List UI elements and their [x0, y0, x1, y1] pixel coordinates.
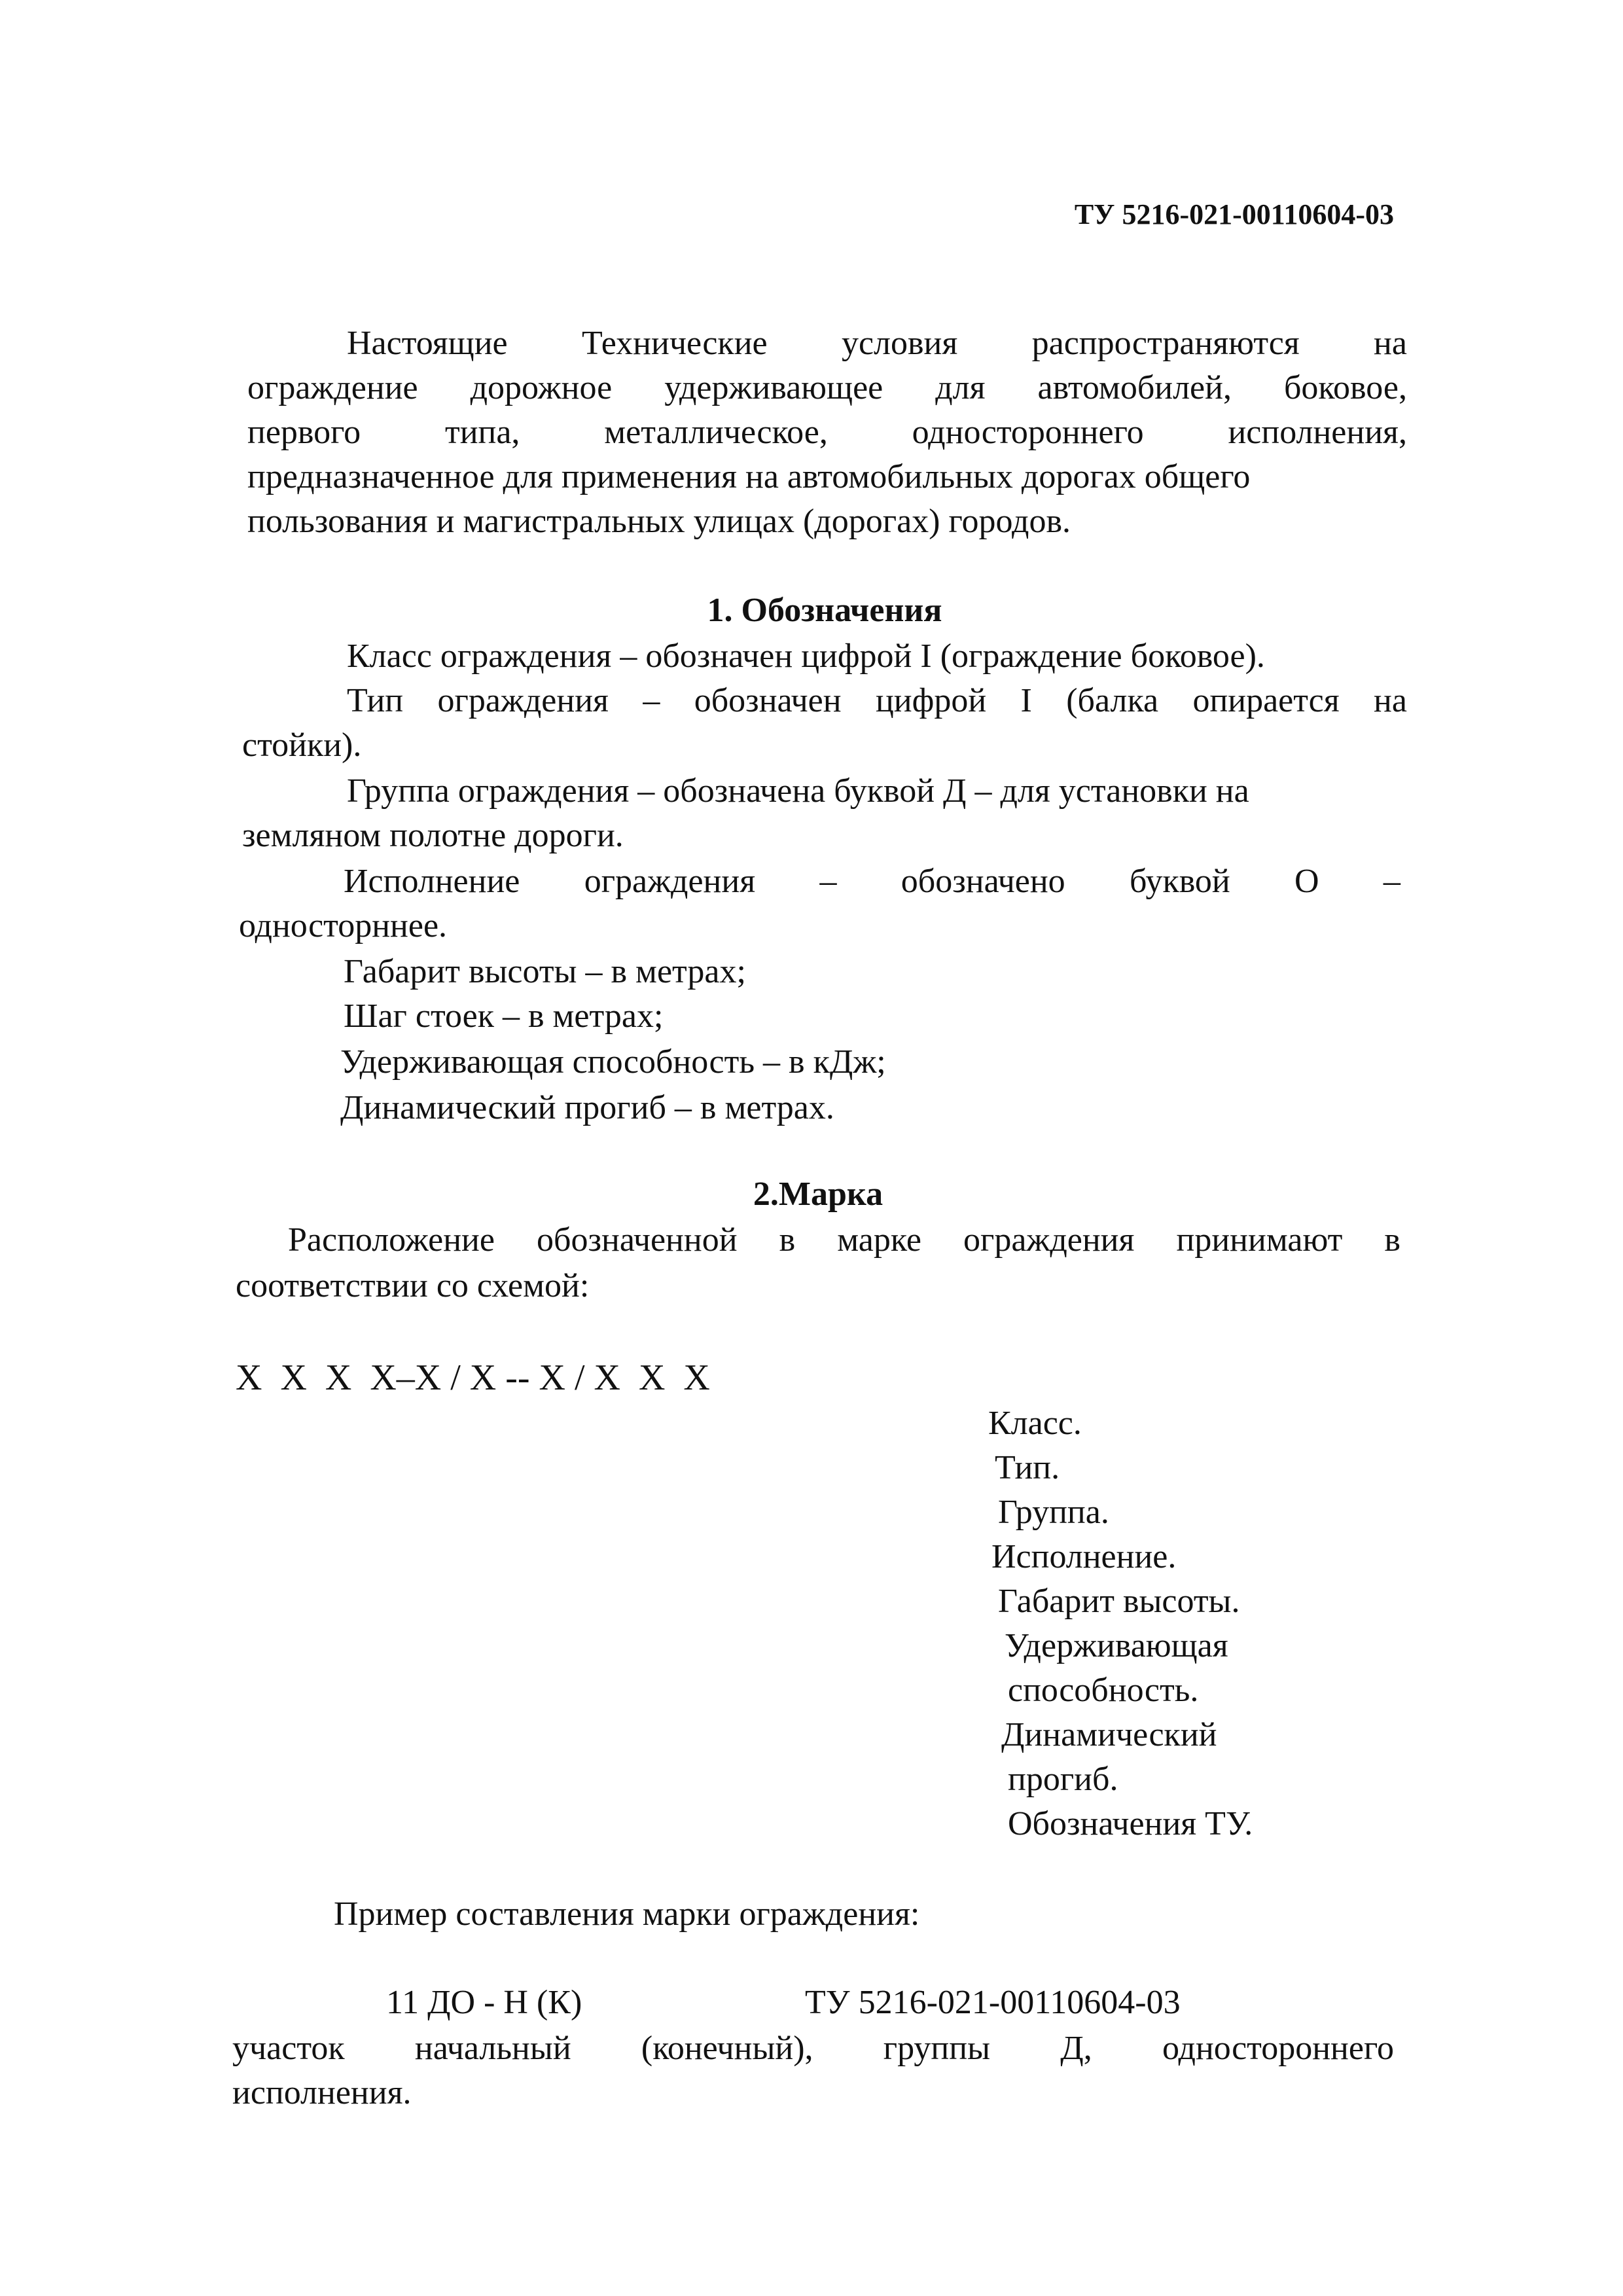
section-1-type-line-1 — [347, 678, 1407, 724]
section-2-title: 2.Марка — [753, 1175, 883, 1213]
word: I — [1020, 682, 1032, 719]
section-1-post-step: Шаг стоек – в метрах; — [344, 997, 664, 1035]
word: принимают — [1176, 1221, 1343, 1259]
section-2-intro-line-1 — [288, 1217, 1400, 1263]
section-2-intro-line-2: соответствии со схемой: — [236, 1267, 590, 1304]
document-code-header: ТУ 5216-021-00110604-03 — [1074, 198, 1394, 230]
word: исполнения, — [1228, 414, 1407, 451]
section-1-execution-line-2: односторннее. — [239, 907, 448, 944]
section-1-deflection: Динамический прогиб – в метрах. — [340, 1089, 834, 1126]
word: ограждения — [963, 1221, 1135, 1259]
word: одностороннего — [912, 414, 1144, 451]
legend-item: Динамический — [1001, 1716, 1217, 1753]
word: – — [643, 682, 660, 719]
legend-item: прогиб. — [1008, 1761, 1118, 1798]
intro-line-2 — [247, 365, 1407, 411]
example-description-line-2: исполнения. — [232, 2074, 412, 2111]
word: ограждения — [584, 863, 756, 900]
word: условия — [841, 325, 958, 362]
word: обозначен — [694, 682, 842, 719]
word: удерживающее — [664, 369, 883, 406]
example-doc-code: ТУ 5216-021-00110604-03 — [805, 1984, 1181, 2021]
word: группы — [883, 2030, 991, 2067]
word: металлическое, — [604, 414, 828, 451]
word: на — [1374, 682, 1407, 719]
mark-scheme: Х Х Х Х–Х / Х -- Х / Х Х Х — [236, 1357, 710, 1398]
section-1-group-line-1: Группа ограждения – обозначена буквой Д – для установки на — [347, 772, 1249, 810]
word: дорожное — [470, 369, 613, 406]
word: Исполнение — [344, 863, 520, 900]
section-1-execution-line-1 — [344, 859, 1400, 905]
word: Тип — [347, 682, 404, 719]
example-description-line-1 — [232, 2026, 1394, 2072]
section-1-capacity: Удерживающая способность – в кДж; — [340, 1043, 886, 1081]
intro-line-5: пользования и магистральных улицах (дорогах) городов. — [247, 503, 1071, 540]
word: одностороннего — [1162, 2030, 1394, 2067]
word: Настоящие — [347, 325, 508, 362]
word: в — [1384, 1221, 1400, 1259]
word: (балка — [1066, 682, 1159, 719]
word: в — [779, 1221, 796, 1259]
section-1-class: Класс ограждения – обозначен цифрой I (ограждение боковое). — [347, 637, 1265, 675]
word: участок — [232, 2030, 345, 2067]
word: для — [935, 369, 986, 406]
legend-item: способность. — [1008, 1672, 1199, 1709]
word: обозначено — [901, 863, 1065, 900]
word: Технические — [581, 325, 768, 362]
section-1-type-line-2: стойки). — [242, 726, 362, 764]
word: марке — [837, 1221, 921, 1259]
word: распространяются — [1031, 325, 1300, 362]
intro-line-4: предназначенное для применения на автомобильных дорогах общего — [247, 458, 1251, 495]
word: на — [1374, 325, 1407, 362]
legend-item: Группа. — [998, 1494, 1109, 1531]
section-1-title: 1. Обозначения — [707, 592, 942, 629]
example-mark: 11 ДО - Н (К) — [386, 1984, 582, 2021]
word: первого — [247, 414, 361, 451]
legend-item: Габарит высоты. — [998, 1583, 1240, 1620]
word: обозначенной — [537, 1221, 738, 1259]
section-1-group-line-2: земляном полотне дороги. — [242, 817, 624, 854]
intro-line-3 — [247, 410, 1407, 456]
word: опирается — [1192, 682, 1340, 719]
word: начальный — [414, 2030, 571, 2067]
word: буквой — [1129, 863, 1230, 900]
word: цифрой — [875, 682, 987, 719]
word: – — [819, 863, 837, 900]
section-1-height: Габарит высоты – в метрах; — [344, 953, 746, 990]
intro-line-1 — [347, 321, 1407, 367]
word: ограждения — [437, 682, 609, 719]
word: О — [1294, 863, 1319, 900]
word: Д, — [1060, 2030, 1092, 2067]
example-label: Пример составления марки ограждения: — [334, 1895, 920, 1933]
word: Расположение — [288, 1221, 495, 1259]
legend-item: Удерживающая — [1005, 1627, 1228, 1664]
word: – — [1383, 863, 1400, 900]
word: автомобилей, — [1037, 369, 1232, 406]
legend-item: Исполнение. — [991, 1538, 1177, 1575]
legend-item: Класс. — [988, 1405, 1082, 1442]
legend-item: Тип. — [995, 1449, 1060, 1486]
word: (конечный), — [641, 2030, 813, 2067]
word: боковое, — [1283, 369, 1407, 406]
word: ограждение — [247, 369, 418, 406]
word: типа, — [444, 414, 520, 451]
legend-item: Обозначения ТУ. — [1008, 1805, 1253, 1842]
